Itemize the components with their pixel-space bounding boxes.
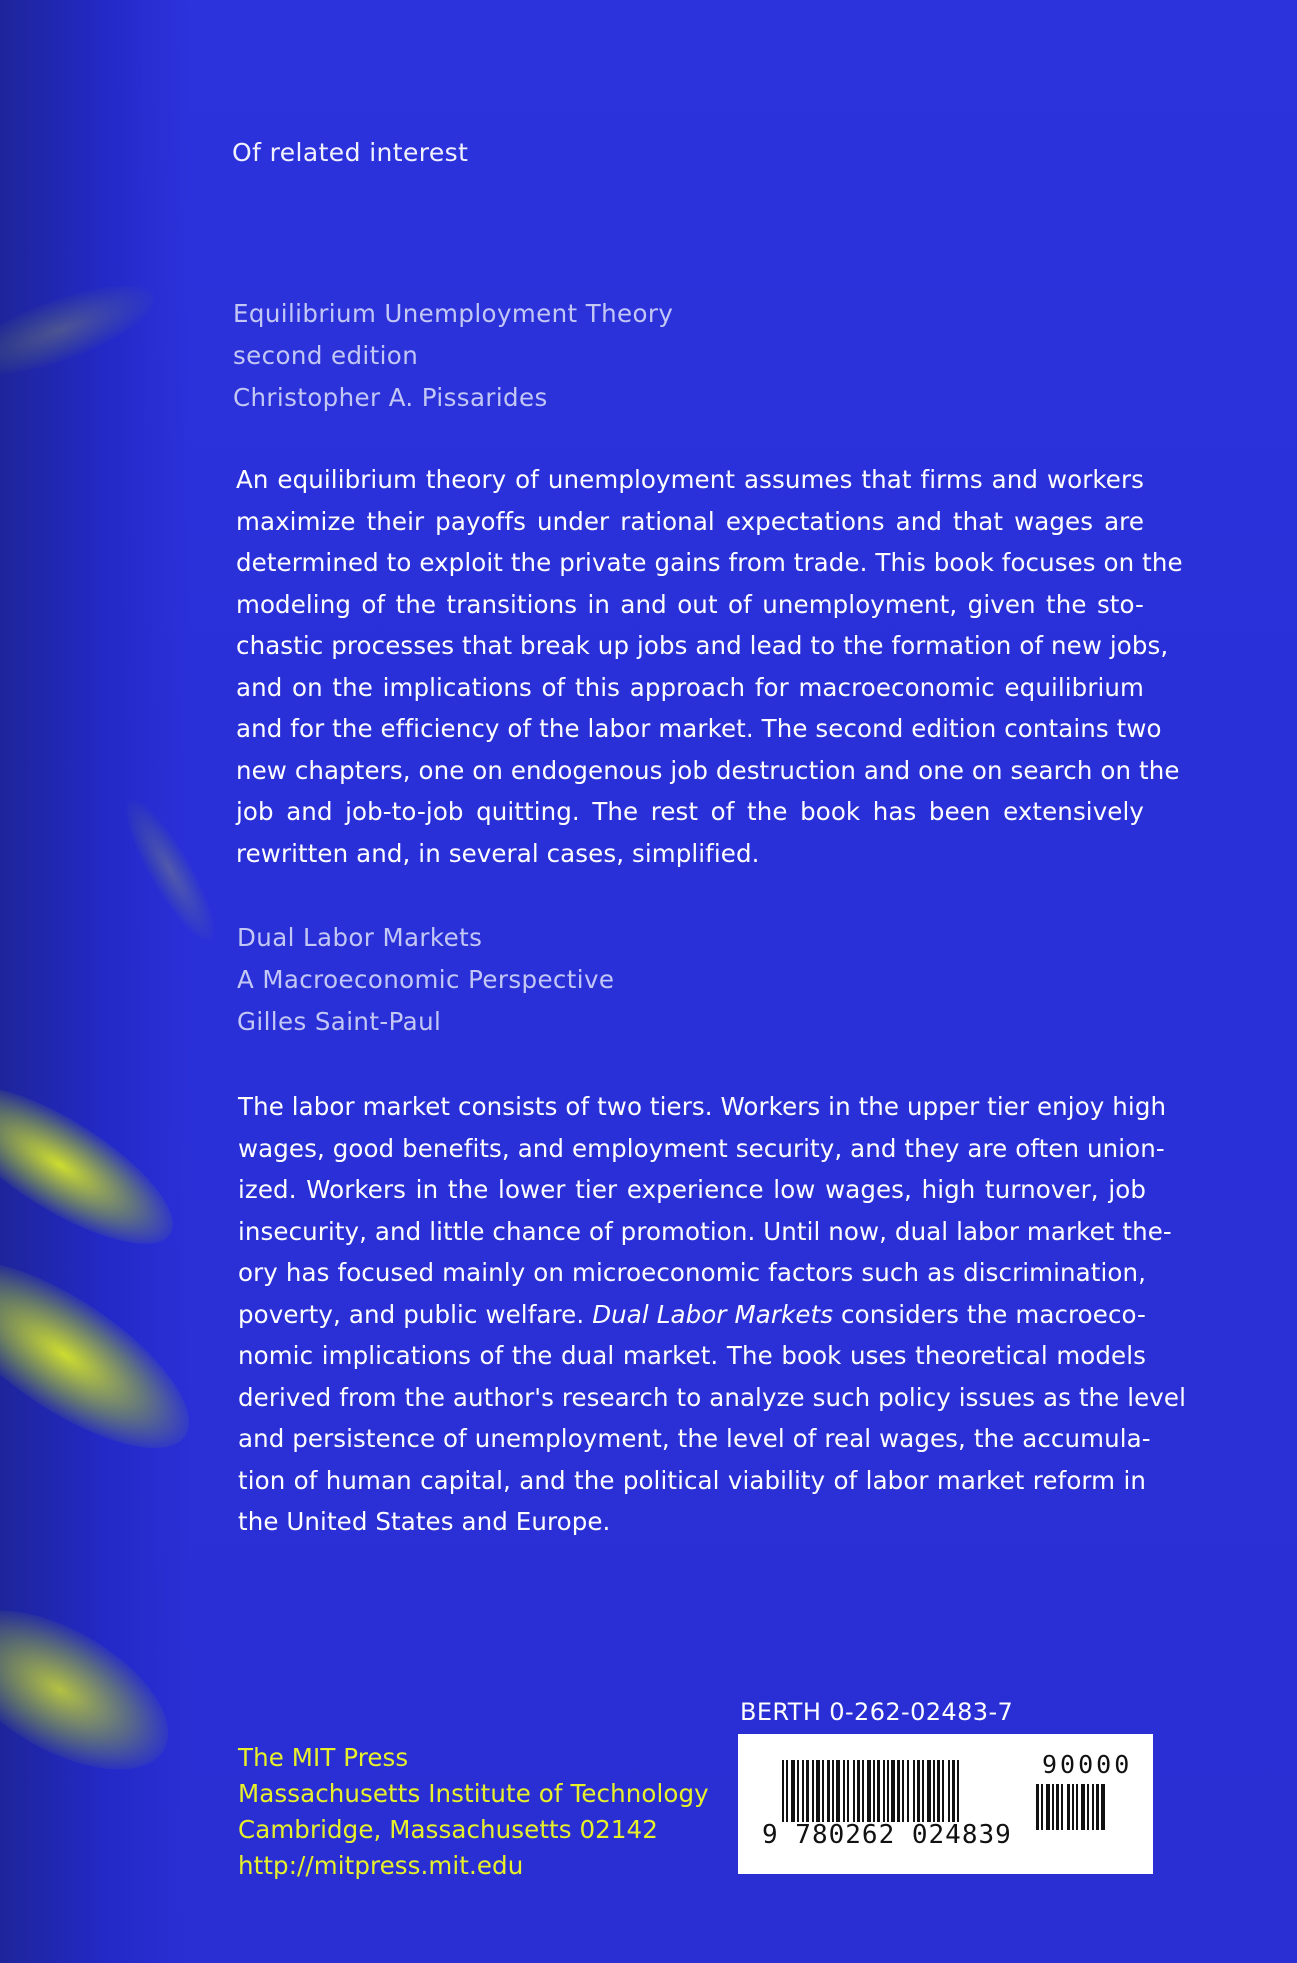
barcode-bar [786, 1760, 788, 1822]
barcode-bar [843, 1760, 845, 1822]
description-line: maximize their payoffs under rational expectations and that wages are [236, 506, 1144, 536]
barcode-addon-digits: 90000 [1042, 1750, 1133, 1779]
description-line: The labor market consists of two tiers. Workers in the upper tier enjoy high [238, 1092, 1167, 1121]
barcode-bar [1036, 1784, 1039, 1830]
description-line: insecurity, and little chance of promotion. Until now, dual labor market the- [238, 1216, 1172, 1246]
barcode-bar [937, 1760, 940, 1822]
barcode-bar [1061, 1784, 1063, 1830]
barcode-bar [816, 1760, 820, 1822]
barcode-bar [853, 1760, 855, 1822]
barcode-bar [836, 1760, 840, 1822]
barcode-bar [927, 1760, 931, 1822]
barcode-bar [887, 1760, 889, 1822]
barcode-bar [862, 1760, 864, 1822]
barcode-bar [1076, 1784, 1078, 1830]
publisher-city: Cambridge, Massachusetts 02142 [238, 1815, 658, 1844]
description-line: derived from the author's research to analyze such policy issues as the level [238, 1382, 1186, 1412]
barcode-bar [1072, 1784, 1074, 1830]
description-line: rewritten and, in several cases, simplified. [236, 838, 760, 868]
barcode-bar [1052, 1784, 1054, 1830]
isbn-label: BERTH 0-262-02483-7 [740, 1698, 1014, 1726]
barcode-bar [952, 1760, 955, 1822]
barcode-bar [1092, 1784, 1094, 1830]
barcode-bar [867, 1760, 871, 1822]
description-line: and on the implications of this approach for macroeconomic equilibrium [236, 672, 1144, 702]
publisher-institution: Massachusetts Institute of Technology [238, 1779, 709, 1808]
description-line: tion of human capital, and the political viability of labor market reform in [238, 1465, 1146, 1495]
barcode-main-digits: 9 780262 024839 [762, 1820, 1012, 1850]
barcode-bar [957, 1760, 959, 1822]
barcode-bar [1041, 1784, 1043, 1830]
description-fragment: poverty, and public welfare. [238, 1299, 585, 1329]
description-line: ized. Workers in the lower tier experience low wages, high turnover, job [238, 1175, 1146, 1204]
barcode-bar [806, 1760, 809, 1822]
barcode-bar [948, 1760, 950, 1822]
barcode-bar [942, 1760, 944, 1822]
barcode-bar [832, 1760, 834, 1822]
description-line: determined to exploit the private gains from trade. This book focuses on the [236, 548, 1183, 577]
description-line: modeling of the transitions in and out of unemployment, given the sto- [236, 589, 1144, 619]
barcode-bar [1067, 1784, 1070, 1830]
description-line: the United States and Europe. [238, 1507, 611, 1536]
description-line-with-italic-title [238, 1294, 1146, 1336]
book1-edition: second edition [233, 341, 419, 370]
book1-author: Christopher A. Pissarides [233, 383, 548, 412]
barcode-bar [1087, 1784, 1089, 1830]
barcode-bar [913, 1760, 915, 1822]
book2-subtitle: A Macroeconomic Perspective [237, 965, 615, 994]
barcode-bar [933, 1760, 935, 1822]
description-line: nomic implications of the dual market. The book uses theoretical models [238, 1341, 1146, 1370]
barcode-bar [873, 1760, 875, 1822]
book1-title: Equilibrium Unemployment Theory [233, 299, 674, 328]
barcode [738, 1734, 1153, 1874]
publisher-name: The MIT Press [238, 1743, 409, 1772]
description-line: An equilibrium theory of unemployment assumes that firms and workers [236, 465, 1144, 494]
barcode-bar [902, 1760, 904, 1822]
barcode-bar [797, 1760, 799, 1822]
description-line: and for the efficiency of the labor market. The second edition contains two [236, 714, 1162, 743]
publisher-url: http://mitpress.mit.edu [238, 1851, 524, 1880]
barcode-bar [877, 1760, 880, 1822]
barcode-bar [1096, 1784, 1099, 1830]
barcode-bar [897, 1760, 900, 1822]
barcode-bar [907, 1760, 909, 1822]
book2-title: Dual Labor Markets [237, 923, 483, 952]
barcode-bar [1101, 1784, 1105, 1830]
book2-reference [237, 917, 614, 1043]
barcode-bar [812, 1760, 814, 1822]
barcode-addon-bars [1036, 1784, 1144, 1830]
description-fragment: considers the macroeco- [841, 1299, 1146, 1329]
barcode-bar [827, 1760, 830, 1822]
description-line: wages, good benefits, and employment security, and they are often union- [238, 1133, 1165, 1163]
barcode-bar [791, 1760, 795, 1822]
barcode-bar [891, 1760, 895, 1822]
book2-description [238, 1086, 1186, 1543]
barcode-bar [822, 1760, 824, 1822]
description-line: and persistence of unemployment, the level of real wages, the accumula- [238, 1424, 1151, 1453]
description-line: ory has focused mainly on microeconomic factors such as discrimination, [238, 1258, 1146, 1287]
barcode-bar [802, 1760, 804, 1822]
barcode-main-bars [782, 1760, 1012, 1822]
barcode-bar [922, 1760, 924, 1822]
book1-reference [233, 293, 673, 419]
italic-book-title: Dual Labor Markets [592, 1299, 834, 1329]
barcode-bar [1081, 1784, 1085, 1830]
barcode-bar [1046, 1784, 1050, 1830]
book1-description [236, 459, 1183, 874]
description-line: chastic processes that break up jobs and lead to the formation of new jobs, [236, 631, 1169, 660]
description-line: job and job-to-job quitting. The rest of the book has been extensively [236, 797, 1144, 826]
barcode-bar [917, 1760, 920, 1822]
barcode-bar [883, 1760, 885, 1822]
barcode-bar [857, 1760, 860, 1822]
description-line: new chapters, one on endogenous job destruction and one on search on the [236, 755, 1180, 785]
publisher-block [238, 1740, 709, 1884]
book2-author: Gilles Saint-Paul [237, 1007, 442, 1036]
barcode-bar [1056, 1784, 1059, 1830]
barcode-bar [782, 1760, 784, 1822]
section-heading: Of related interest [232, 138, 469, 167]
barcode-bar [847, 1760, 849, 1822]
